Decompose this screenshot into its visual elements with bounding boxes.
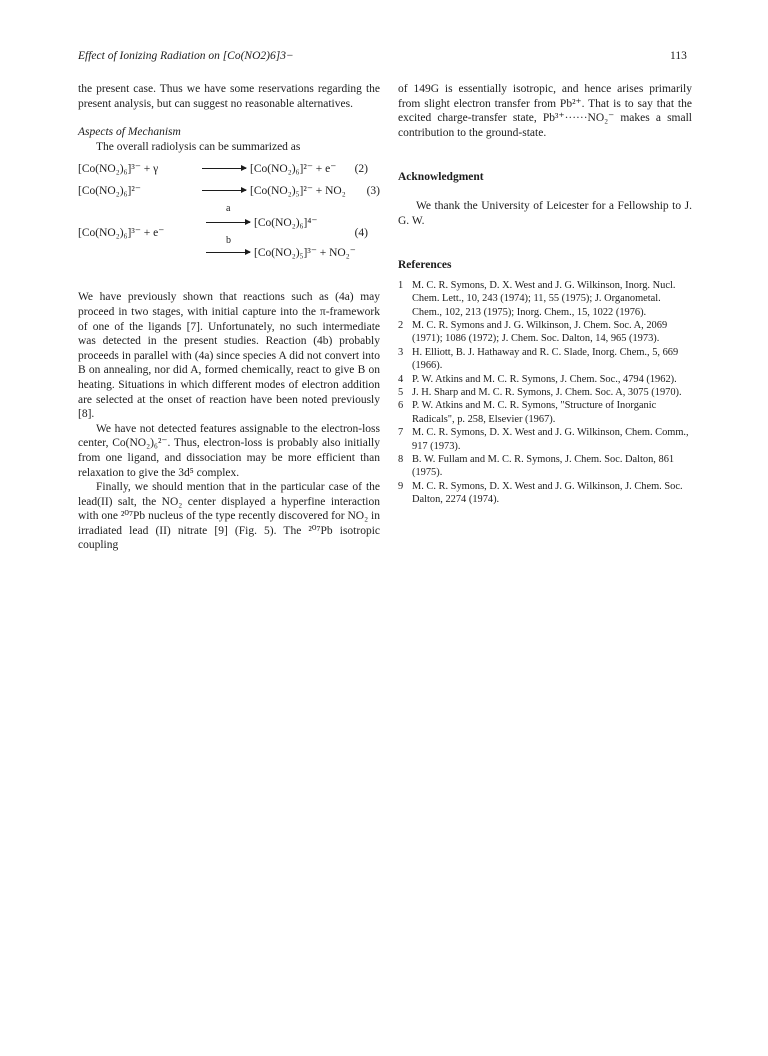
section-intro: The overall radiolysis can be summarized as [96, 140, 301, 153]
reference-list [398, 279, 692, 507]
eq2-left: [Co(NO₂)₆]³⁻ + γ [78, 163, 159, 176]
reference-item: 7 M. C. R. Symons, D. X. West and J. G. Wilkinson, Chem. Comm., 917 (1973). [398, 427, 689, 452]
reference-item: 5 J. H. Sharp and M. C. R. Symons, J. Chem. Soc. A, 3075 (1970). [398, 387, 682, 398]
reference-item: 2 M. C. R. Symons and J. G. Wilkinson, J. Chem. Soc. A, 2069 (1971); 1086 (1972); J. Chem. Soc. Dalton, 14, 965 (1973). [398, 319, 668, 345]
paragraph-3: Finally, we should mention that in the particular case of the lead(II) salt, the NO₂ center displayed a hyperfine interaction with one ²⁰⁷Pb nucleus of the type recently discovered for NO₂ in irradiated lead (II) nitrate [9] (Fig. 5). The ²⁰⁷Pb isotropic coupling [78, 481, 380, 552]
reference-item: 3 H. Elliott, B. J. Hathaway and R. C. Slade, Inorg. Chem., 5, 669 (1966). [398, 346, 679, 372]
running-title: Effect of Ionizing Radiation on [Co(NO2)6]3− [78, 50, 294, 62]
reaction-arrow [202, 168, 246, 169]
equation-block [78, 158, 380, 284]
reference-item: 6 P. W. Atkins and M. C. R. Symons, "Structure of Inorganic Radicals", p. 258, Elsevier (1967). [398, 400, 657, 425]
eq3-left: [Co(NO₂)₆]²⁻ [78, 185, 141, 198]
page-number: 113 [670, 50, 687, 62]
equation-4b [202, 246, 356, 261]
eq4-right-a: [Co(NO₂)₆]⁴⁻ [254, 217, 318, 230]
intro-paragraph: the present case. Thus we have some reservations regarding the present analysis, but can suggest no reasonable alternatives. [78, 83, 380, 110]
eq2-right: [Co(NO₂)₆]²⁻ + e⁻ [250, 163, 337, 176]
eq4-label-a: a [226, 203, 231, 215]
reference-item: 1 M. C. R. Symons, D. X. West and J. G. Wilkinson, Inorg. Nucl. Chem. Lett., 10, 243 (1974); 11, 55 (1975); J. Organometal. Chem., 102, 213 (1975); Inorg. Chem., 15, 1022 (1976). [398, 279, 676, 318]
equation-3 [78, 184, 346, 199]
eq4-label-b: b [226, 235, 231, 247]
reference-item: 9 M. C. R. Symons, D. X. West and J. G. Wilkinson, J. Chem. Soc. Dalton, 2274 (1974). [398, 480, 683, 506]
eq3-number: (3) [366, 185, 380, 198]
left-column [78, 82, 380, 553]
eq4-number: (4) [354, 227, 368, 240]
reference-item: 4 P. W. Atkins and M. C. R. Symons, J. Chem. Soc., 4794 (1962). [398, 373, 677, 385]
equation-2 [78, 162, 336, 177]
reaction-arrow-b [206, 252, 250, 253]
reaction-arrow-a [206, 222, 250, 223]
reaction-arrow [202, 190, 246, 191]
paragraph-1: We have previously shown that reactions such as (4a) may proceed in two stages, with initial capture into the π-framework of one of the ligands [7]. Unfortunately, no such intermediate was detected in the present studies. Reaction (4b) probably proceeds in parallel with (4a) since species A did not convert into B on annealing, nor did A, formed chemically, react to give B on heating. Situations in which different modes of electron addition are selected at the onset of reaction have been noted previously [8]. [78, 291, 380, 421]
references-heading: References [398, 259, 452, 272]
eq2-number: (2) [354, 163, 368, 176]
eq4-right-b: [Co(NO₂)₅]³⁻ + NO₂⁻ [254, 247, 356, 260]
acknowledgment-text: We thank the University of Leicester for a Fellowship to J. G. W. [398, 199, 692, 227]
right-column [398, 82, 692, 507]
eq4-left: [Co(NO₂)₆]³⁻ + e⁻ [78, 227, 165, 240]
paragraph-2: We have not detected features assignable to the electron-loss center, Co(NO₂)₆²⁻. Thus, electron-loss is probably also initially from one ligand, and dissociation may be more efficient than relaxation to give the 3d⁵ complex. [78, 422, 380, 479]
eq3-right: [Co(NO₂)₅]²⁻ + NO₂ [250, 185, 346, 198]
section-heading: Aspects of Mechanism [78, 126, 181, 139]
acknowledgment-heading: Acknowledgment [398, 171, 484, 184]
continuation-paragraph: of 149G is essentially isotropic, and hence arises primarily from slight electron transfer from Pb²⁺. That is to say that the excited charge-transfer state, Pb³⁺······NO₂⁻ makes a small contribution to the ground-state. [398, 83, 692, 139]
reference-item: 8 B. W. Fullam and M. C. R. Symons, J. Chem. Soc. Dalton, 861 (1975). [398, 454, 675, 479]
equation-4a [202, 216, 317, 231]
